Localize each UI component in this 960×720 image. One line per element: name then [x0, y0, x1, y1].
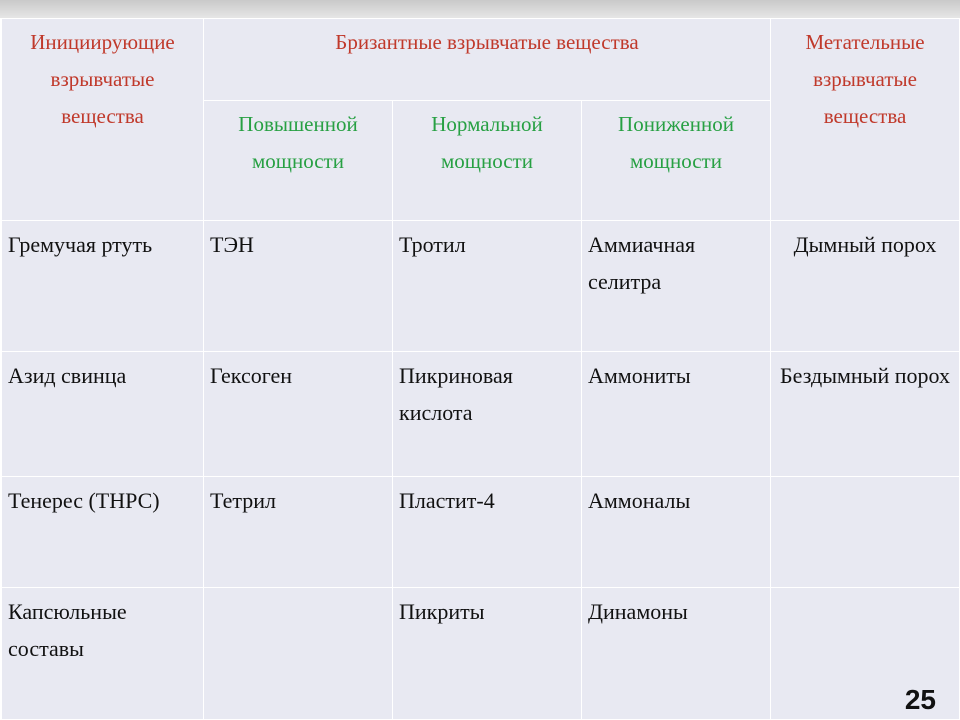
- table-cell: Динамоны: [582, 588, 771, 720]
- header-row: [2, 19, 960, 101]
- page-number: 25: [904, 684, 936, 715]
- table-cell: Гремучая ртуть: [2, 221, 204, 352]
- table-cell: Тетрил: [204, 477, 393, 588]
- subheader-high-power: Повышенной мощности: [204, 101, 393, 221]
- table-cell: Тенерес (ТНРС): [2, 477, 204, 588]
- table-cell: Азид свинца: [2, 352, 204, 477]
- table-cell: [771, 477, 960, 588]
- table-cell: Пикриты: [393, 588, 582, 720]
- table-cell: Пластит-4: [393, 477, 582, 588]
- subheader-low-power: Пониженной мощности: [582, 101, 771, 221]
- table-cell: Пикриновая кислота: [393, 352, 582, 477]
- table-cell: Аммоналы: [582, 477, 771, 588]
- table-cell: ТЭН: [204, 221, 393, 352]
- table-cell: Тротил: [393, 221, 582, 352]
- table-cell: Аммониты: [582, 352, 771, 477]
- header-initiating: Инициирующие взрывчатые вещества: [2, 19, 204, 221]
- table-cell: Бездымный порох: [771, 352, 960, 477]
- table-row: [2, 588, 960, 720]
- table-cell: [204, 588, 393, 720]
- explosives-table: [1, 18, 960, 720]
- table-row: [2, 221, 960, 352]
- table-cell: Дымный порох: [771, 221, 960, 352]
- table-cell: Капсюльные составы: [2, 588, 204, 720]
- table-cell: Аммиачная селитра: [582, 221, 771, 352]
- table-cell: Гексоген: [204, 352, 393, 477]
- table-row: [2, 352, 960, 477]
- table-row: [2, 477, 960, 588]
- header-propellant: Метательные взрывчатые вещества: [771, 19, 960, 221]
- header-brisant: Бризантные взрывчатые вещества: [204, 19, 771, 101]
- top-bar: [0, 0, 960, 18]
- subheader-normal-power: Нормальной мощности: [393, 101, 582, 221]
